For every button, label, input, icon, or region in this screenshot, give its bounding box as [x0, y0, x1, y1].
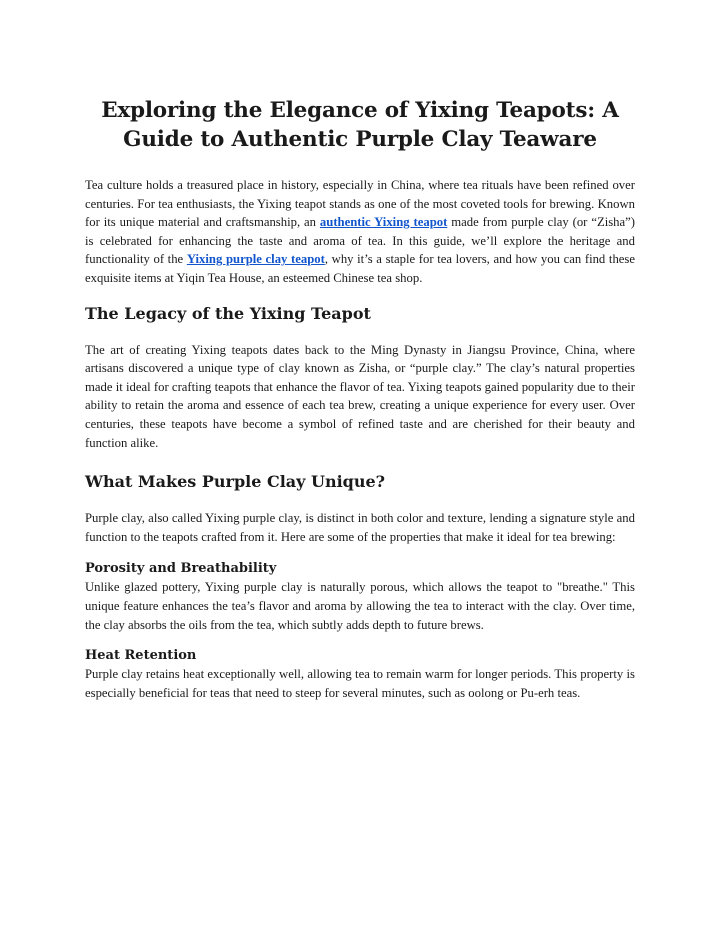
intro-text-1: Tea culture holds a treasured place in history, especially in China, where tea rituals have been refined over centuries. For tea enthusiasts, the Yixing teapot stands as one of the most coveted tools for brewing. Known for its unique material and craftsmanship, an — [85, 178, 635, 230]
yixing-purple-clay-teapot-link[interactable]: Yixing purple clay teapot — [186, 252, 325, 267]
intro-text-2: made from purple clay (or “Zisha”) is celebrated for enhancing the taste and aroma of tea. In this guide, we’ll explore the heritage and functionality of the — [85, 215, 635, 267]
page-title: Exploring the Elegance of Yixing Teapots: A Guide to Authentic Purple Clay Teaware — [101, 98, 619, 152]
porosity-paragraph: Unlike glazed pottery, Yixing purple clay is naturally porous, which allows the teapot to "breathe." This unique feature enhances the tea’s flavor and aroma by allowing the tea to interact with the clay. Over time, the clay absorbs the oils from the tea, which subtly adds depth to future brews. — [85, 580, 635, 632]
purple-clay-unique-heading: What Makes Purple Clay Unique? — [85, 472, 386, 492]
porosity-heading: Porosity and Breathability — [85, 561, 277, 577]
heat-retention-paragraph: Purple clay retains heat exceptionally well, allowing tea to remain warm for longer periods. This property is especially beneficial for teas that need to steep for several minutes, such as oolong or Pu-erh teas. — [85, 667, 635, 700]
authentic-yixing-teapot-link[interactable]: authentic Yixing teapot — [319, 215, 448, 230]
intro-text-3: , why it’s a staple for tea lovers, and how you can find these exquisite items at Yiqin Tea House, an esteemed Chinese tea shop. — [85, 252, 635, 285]
purple-clay-unique-paragraph: Purple clay, also called Yixing purple clay, is distinct in both color and texture, lending a signature style and function to the teapots crafted from it. Here are some of the properties that make it ideal for tea brewing: — [85, 511, 635, 544]
document-page — [85, 96, 635, 702]
legacy-heading: The Legacy of the Yixing Teapot — [85, 303, 371, 323]
intro-paragraph — [85, 176, 635, 288]
heat-retention-heading: Heat Retention — [85, 648, 197, 664]
legacy-paragraph: The art of creating Yixing teapots dates back to the Ming Dynasty in Jiangsu Province, China, where artisans discovered a unique type of clay known as Zisha, or “purple clay.” The clay’s natural properties made it ideal for crafting teapots that enhance the flavor of tea. Yixing teapots gained popularity due to their ability to retain the aroma and essence of each tea brew, creating a unique experience for every user. Over centuries, these teapots have become a symbol of refined taste and are cherished for their beauty and function alike. — [85, 342, 635, 450]
